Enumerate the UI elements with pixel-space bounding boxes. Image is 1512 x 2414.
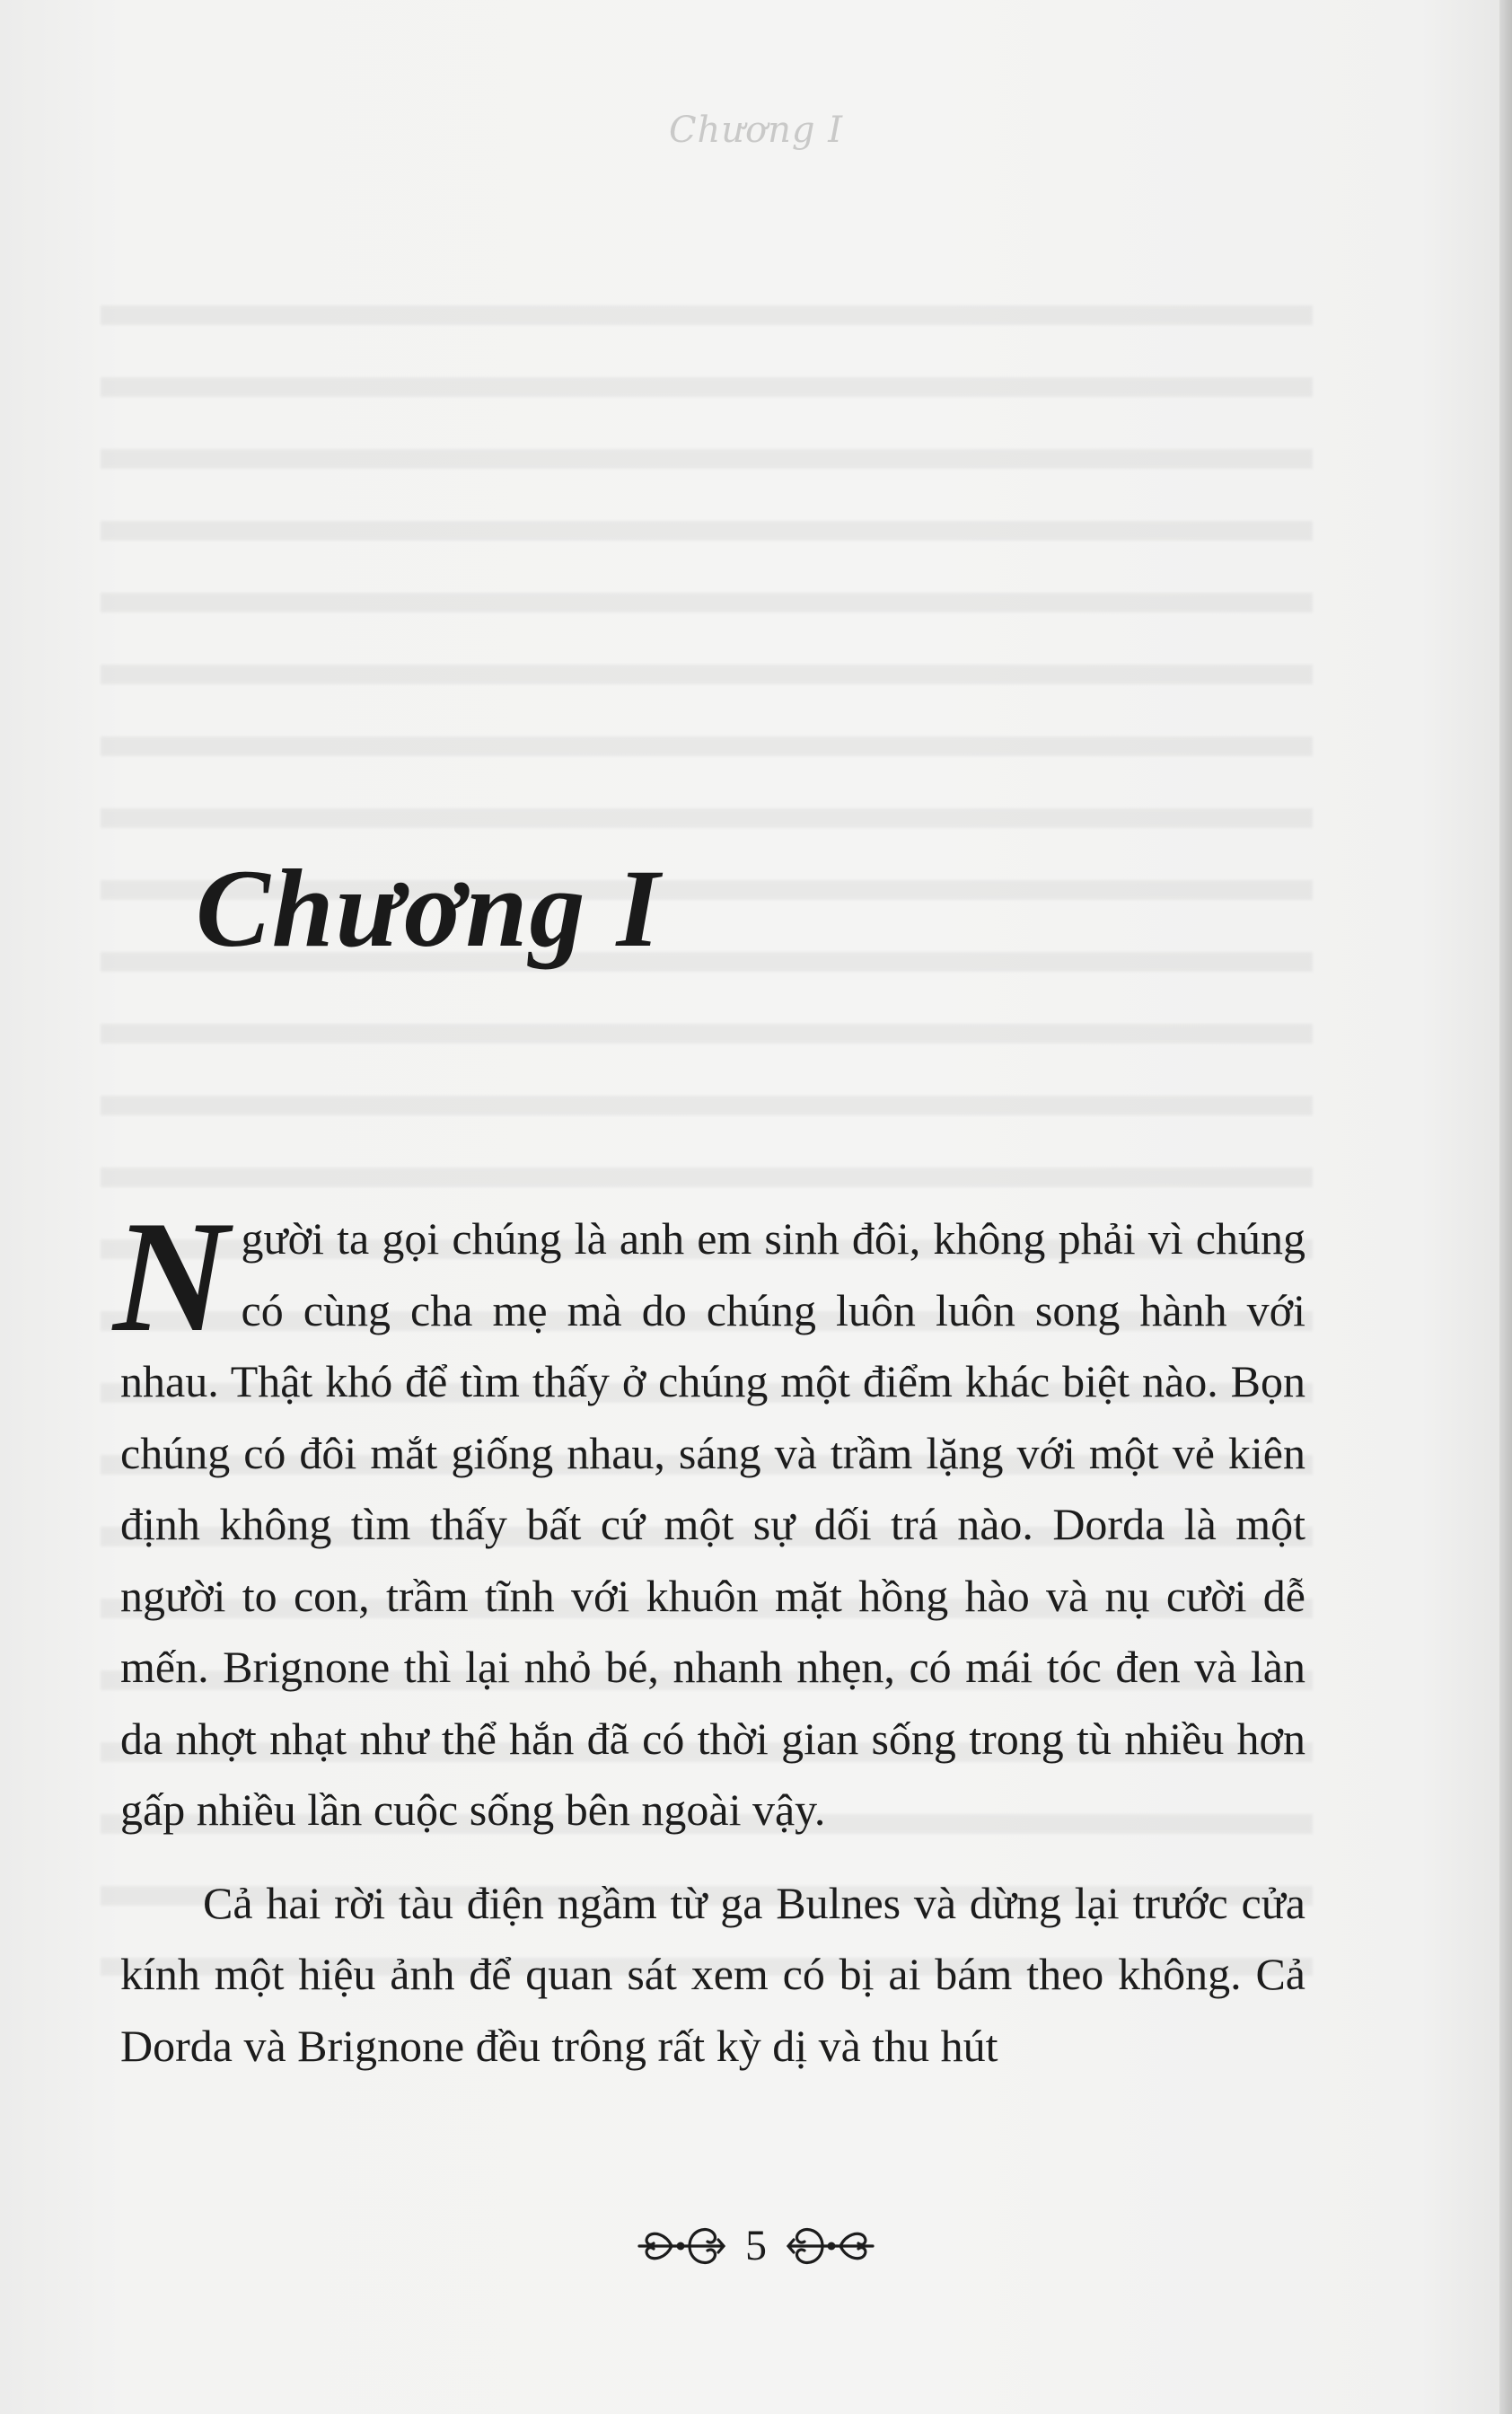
chapter-body: [113, 1187, 1305, 2082]
paragraph-1: [113, 1187, 1305, 1846]
chapter-title: Chương I: [196, 847, 662, 970]
flourish-left-icon: [636, 2215, 725, 2277]
page-footer: [0, 2215, 1512, 2277]
flourish-right-icon: [787, 2215, 876, 2277]
paragraph-2: Cả hai rời tàu điện ngầm từ ga Bulnes và dừng lại trước cửa kính một hiệu ảnh để quan sát xem có bị ai bám theo không. Cả Dorda và Brignone đều trông rất kỳ dị và thu hút: [120, 1877, 1305, 2071]
page-number: 5: [745, 2222, 767, 2269]
drop-cap: N: [113, 1187, 229, 1365]
running-header: Chương I: [668, 110, 844, 151]
paragraph-1-text: gười ta gọi chúng là anh em sinh đôi, không phải vì chúng có cùng cha mẹ mà do chúng luôn luôn song hành với nhau. Thật khó để tìm thấy ở chúng một điểm khác biệt nào. Bọn chúng có đôi mắt giống nhau, sáng và trầm lặng với một vẻ kiên định không tìm thấy bất cứ một sự dối trá nào. Dorda là một người to con, trầm tĩnh với khuôn mặt hồng hào và nụ cười dễ mến. Brignone thì lại nhỏ bé, nhanh nhẹn, có mái tóc đen và làn da nhợt nhạt như thể hắn đã có thời gian sống trong tù nhiều hơn gấp nhiều lần cuộc sống bên ngoài vậy.: [120, 1213, 1305, 1835]
page-edge-shadow: [1499, 0, 1512, 2414]
